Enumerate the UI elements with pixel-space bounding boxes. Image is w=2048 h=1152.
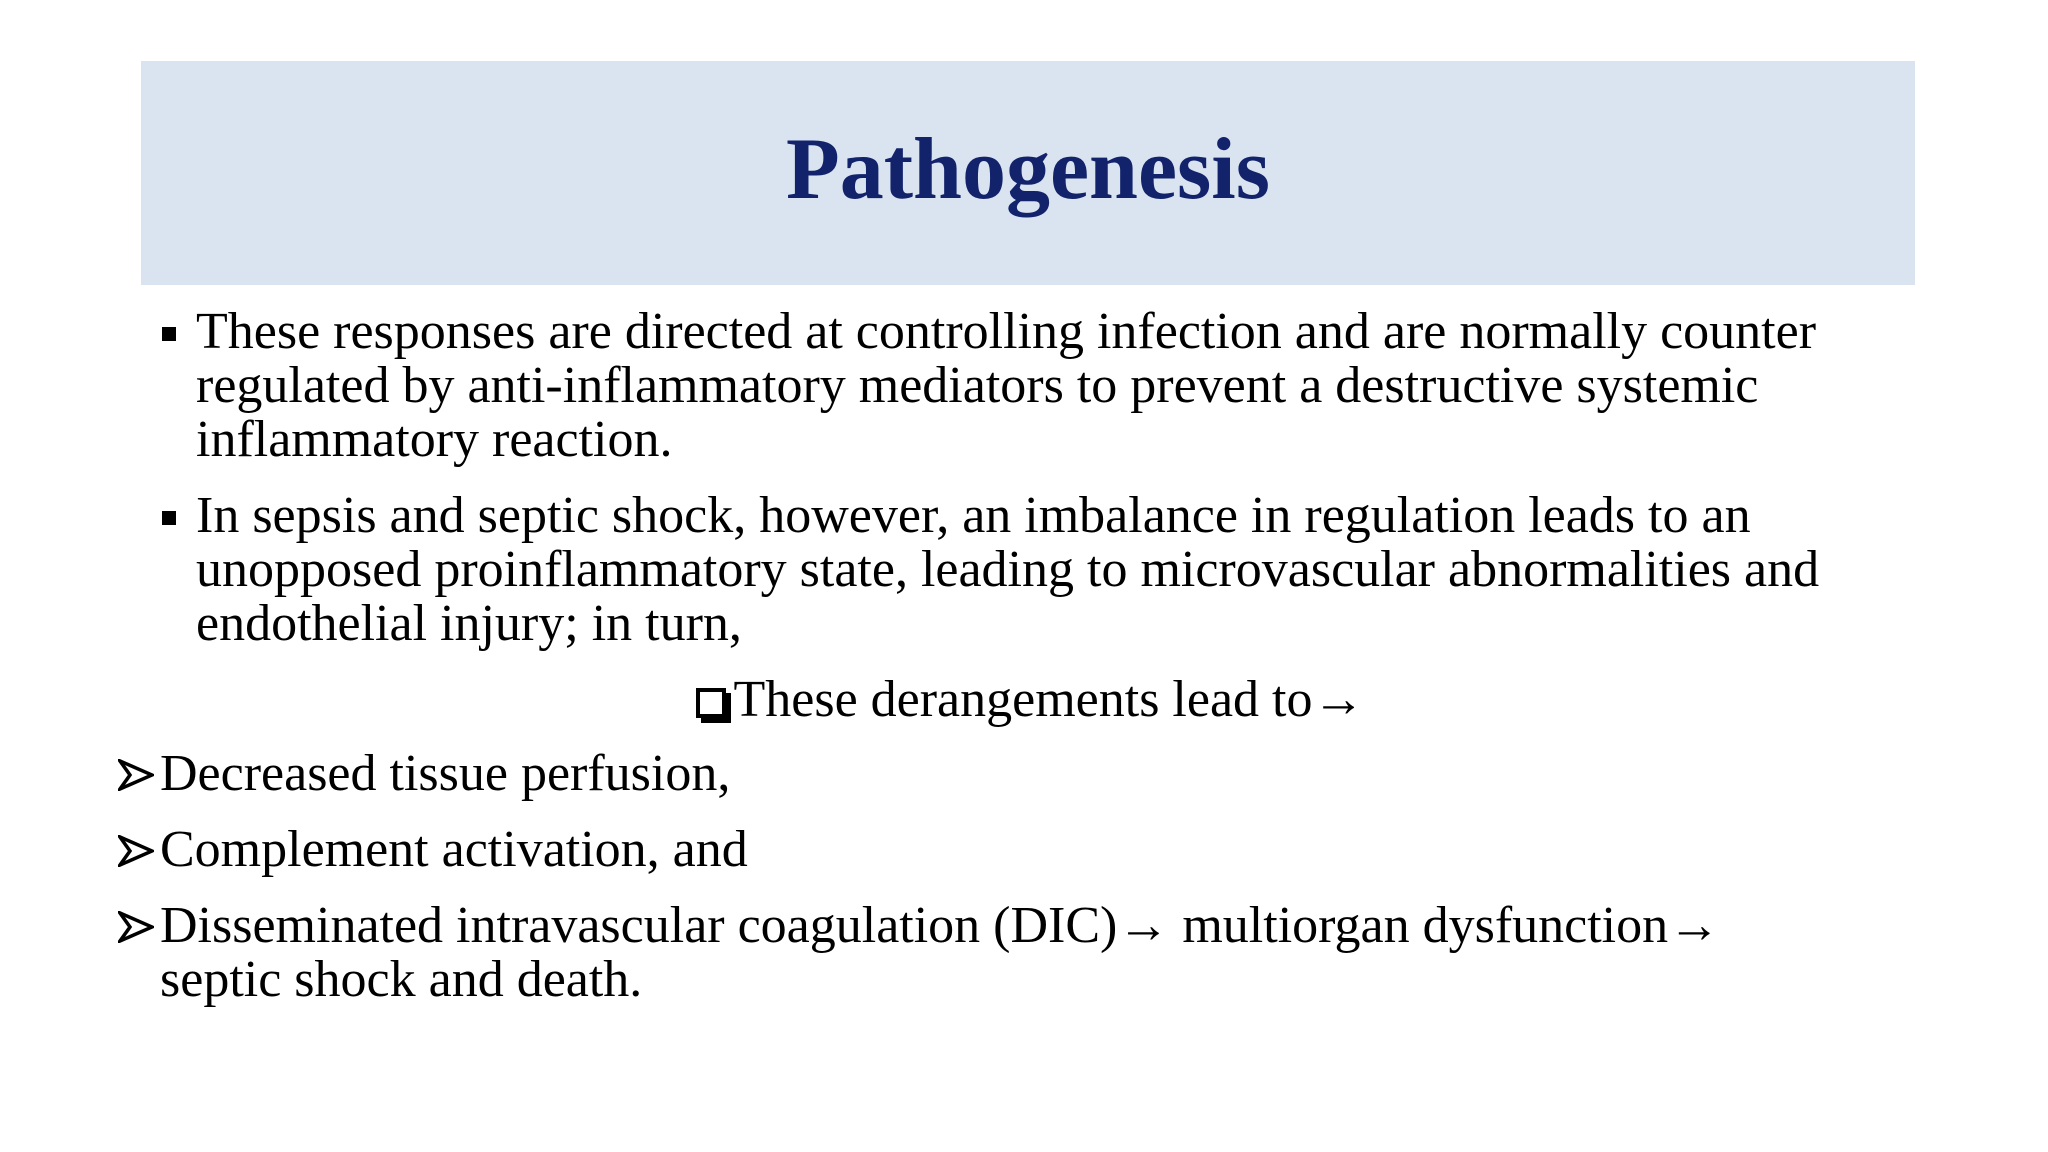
arrow-list-item (116, 899, 1900, 1007)
right-arrow-icon: → (1117, 897, 1170, 954)
bullet-text: These responses are directed at controlling infection and are normally counter regulated by anti-inflammatory mediators to prevent a destructive systemic inflammatory reaction. (196, 303, 1817, 468)
right-arrow-icon: → (1668, 897, 1721, 954)
square-bullet-icon (162, 327, 176, 341)
arrow-list-text: septic shock and death. (160, 951, 643, 1008)
centered-line (160, 673, 1900, 727)
centered-line-text: These derangements lead to (733, 671, 1313, 728)
arrow-list-text: Complement activation, and (160, 821, 748, 878)
bullet-item (160, 489, 1900, 651)
arrow-list-item (116, 747, 1900, 801)
checkbox-icon (696, 688, 726, 718)
arrowhead-icon (118, 911, 154, 943)
bullet-text: In sepsis and septic shock, however, an imbalance in regulation leads to an unopposed proinflammatory state, leading to microvascular abnormalities and endothelial injury; in turn, (196, 487, 1820, 652)
right-arrow-icon: → (1312, 671, 1365, 728)
arrowhead-icon (118, 759, 154, 791)
arrow-list-text: Decreased tissue perfusion, (160, 745, 731, 802)
title-band (141, 61, 1915, 285)
bullet-item (160, 305, 1900, 467)
arrowhead-icon (118, 835, 154, 867)
slide-body (160, 305, 1900, 1029)
arrow-list-text: Disseminated intravascular coagulation (DIC) (160, 897, 1118, 954)
arrow-list-item (116, 823, 1900, 877)
square-bullet-icon (162, 511, 176, 525)
arrow-list-text: multiorgan dysfunction (1169, 897, 1669, 954)
slide-title: Pathogenesis (786, 120, 1270, 218)
